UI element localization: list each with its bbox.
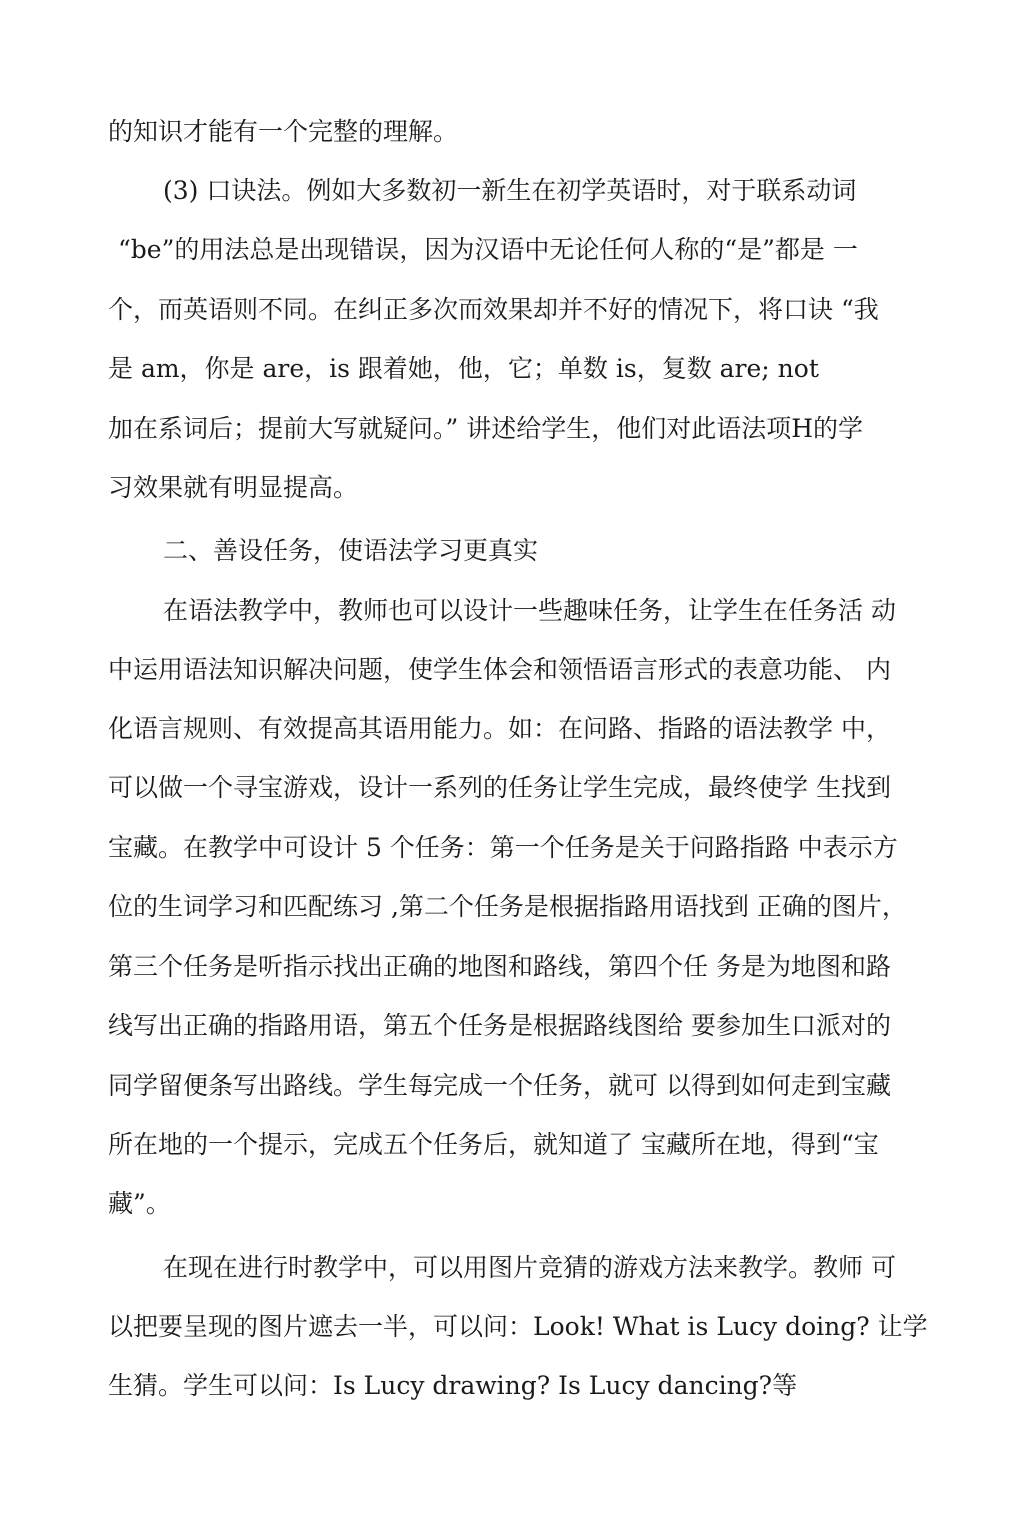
text-line: “be”的用法总是出现错误，因为汉语中无论任何人称的“是”都是 一 (118, 235, 858, 264)
text-line: 加在系词后；提前大写就疑问。” 讲述给学生，他们对此语法项H的学 (108, 414, 864, 443)
text-line: 第三个任务是听指示找出正确的地图和路线，第四个任 务是为地图和路 (108, 952, 891, 981)
text-line: 在语法教学中，教师也可以设计一些趣味任务，让学生在任务活 动 (163, 596, 896, 625)
text-line: (3) 口诀法。例如大多数初一新生在初学英语时，对于联系动词 (163, 176, 857, 205)
text-line: 线写出正确的指路用语，第五个任务是根据路线图给 要参加生口派对的 (108, 1011, 891, 1040)
text-line: 同学留便条写出路线。学生每完成一个任务，就可 以得到如何走到宝藏 (108, 1071, 891, 1100)
text-line: 可以做一个寻宝游戏，设计一系列的任务让学生完成，最终使学 生找到 (108, 773, 891, 802)
section-heading: 二、善设任务，使语法学习更真实 (163, 536, 539, 565)
text-line: 在现在进行时教学中，可以用图片竞猜的游戏方法来教学。教师 可 (163, 1253, 896, 1282)
text-line: 位的生词学习和匹配练习 ,第二个任务是根据指路用语找到 正确的图片， (108, 892, 907, 921)
text-line: 习效果就有明显提高。 (108, 473, 359, 502)
text-line: 藏”。 (108, 1189, 171, 1218)
text-line: 化语言规则、有效提高其语用能力。如：在问路、指路的语法教学 中， (108, 714, 891, 743)
text-line: 所在地的一个提示，完成五个任务后，就知道了 宝藏所在地，得到“宝 (108, 1130, 879, 1159)
text-line: 中运用语法知识解决问题，使学生体会和领悟语言形式的表意功能、 内 (108, 655, 891, 684)
text-line: 的知识才能有一个完整的理解。 (108, 117, 459, 146)
text-line: 以把要呈现的图片遮去一半，可以问：Look! What is Lucy doing? 让学 (108, 1312, 928, 1341)
text-line: 是 am，你是 are，is 跟着她，他，它；单数 is，复数 are; not (108, 354, 819, 383)
text-line: 宝藏。在教学中可设计 5 个任务：第一个任务是关于问路指路 中表示方 (108, 833, 898, 862)
text-line: 个，而英语则不同。在纠正多次而效果却并不好的情况下，将口诀 “我 (108, 295, 879, 324)
text-line: 生猜。学生可以问：Is Lucy drawing? Is Lucy dancing?等 (108, 1371, 798, 1400)
